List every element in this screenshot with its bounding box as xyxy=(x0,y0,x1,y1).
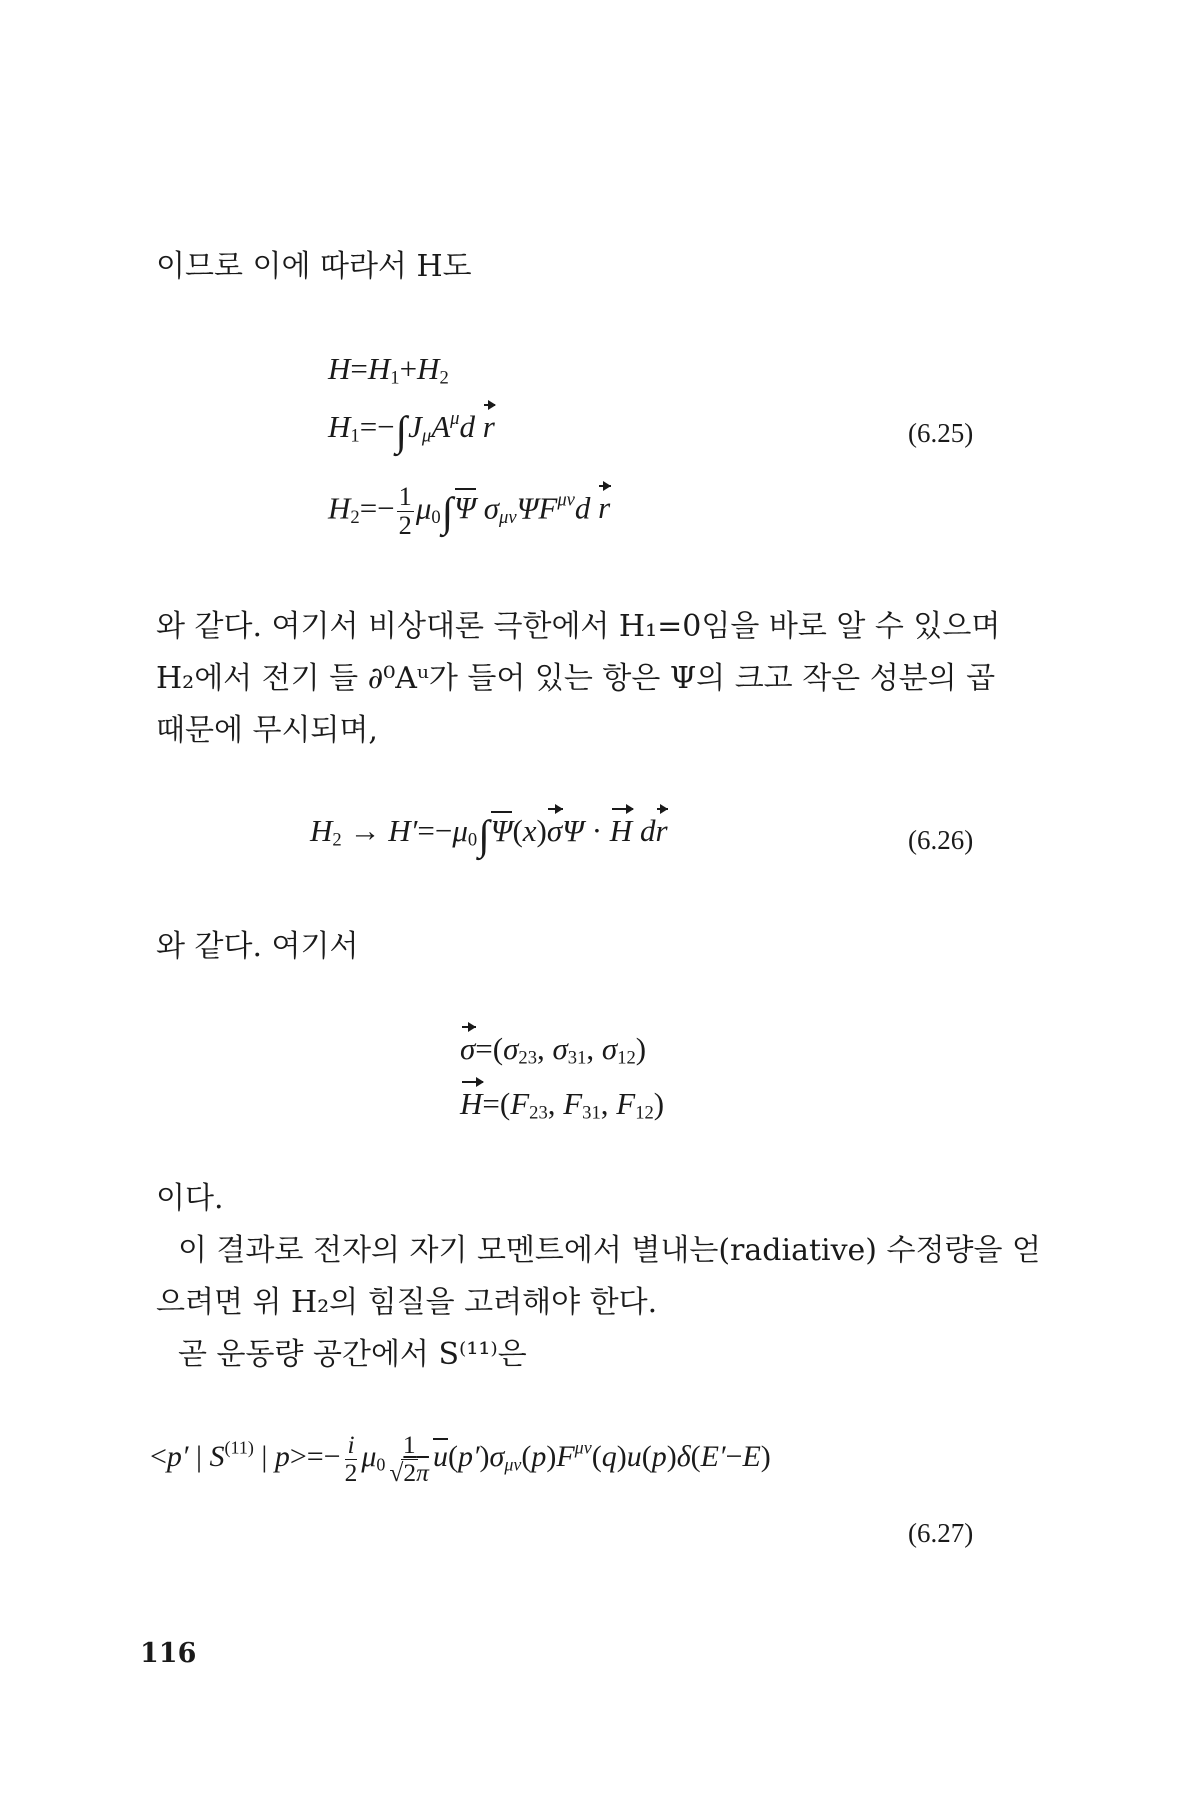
paragraph-3: 와 같다. 여기서 xyxy=(156,929,359,964)
paragraph-5-line-2: 으려면 위 H₂의 힘질을 고려해야 한다. xyxy=(156,1285,658,1320)
paragraph-4: 이다. xyxy=(156,1181,224,1216)
equation-h-sum: $H=H_1+H_2$ xyxy=(328,351,449,389)
equation-number-6-26: (6.26) xyxy=(908,825,974,855)
equation-number-6-25: (6.25) xyxy=(908,418,974,448)
equation-sigma-vector: $\sigma=(\sigma_{23}$, $\sigma_{31}$, $\sigma_{12}$) xyxy=(460,1031,647,1069)
equation-number-6-27: (6.27) xyxy=(908,1518,974,1548)
paragraph-2-line-3: 때문에 무시되며, xyxy=(156,713,378,748)
paragraph-2-line-1: 와 같다. 여기서 비상대론 극한에서 H₁=0임을 바로 알 수 있으며 xyxy=(156,609,1001,644)
equation-h-vector: $H=(F_{23}$, $F_{31}$, $F_{12}$) xyxy=(460,1086,665,1124)
equation-h1: $H_1=-\int J_\mu A^\mu d$ r xyxy=(328,408,495,455)
equation-h2: $H_2=-$ $\frac{1}{2}$ $\mu_0\int\Psi$ $\sigma_{\mu\nu}\Psi F^{\mu\nu}d$ r xyxy=(328,482,611,540)
page-number: 116 xyxy=(140,1638,197,1669)
equation-h-prime: $H_2 \to H'=-\mu_0\int\Psi(x)\sigma\Psi \cdot H$ dr xyxy=(310,812,668,859)
paragraph-6: 곧 운동량 공간에서 S⁽¹¹⁾은 xyxy=(178,1337,527,1372)
paragraph-5-line-1: 이 결과로 전자의 자기 모멘트에서 별내는(radiative) 수정량을 얻 xyxy=(178,1233,1041,1268)
paragraph-2-line-2: H₂에서 전기 들 ∂⁰Aᵘ가 들어 있는 항은 Ψ의 크고 작은 성분의 곱 xyxy=(156,661,996,696)
paragraph-intro: 이므로 이에 따라서 H도 xyxy=(156,249,472,284)
equation-s-matrix: <p′ | $S^{(11)}$ | p>=− $\frac{i}{2}$ $\mu_0$ $\frac{1}{√2\pi}$ $u(p')\sigma_{\mu\nu}(p)F^{\mu\nu}(q)u(p)\delta(E'-E)$ xyxy=(150,1430,771,1487)
